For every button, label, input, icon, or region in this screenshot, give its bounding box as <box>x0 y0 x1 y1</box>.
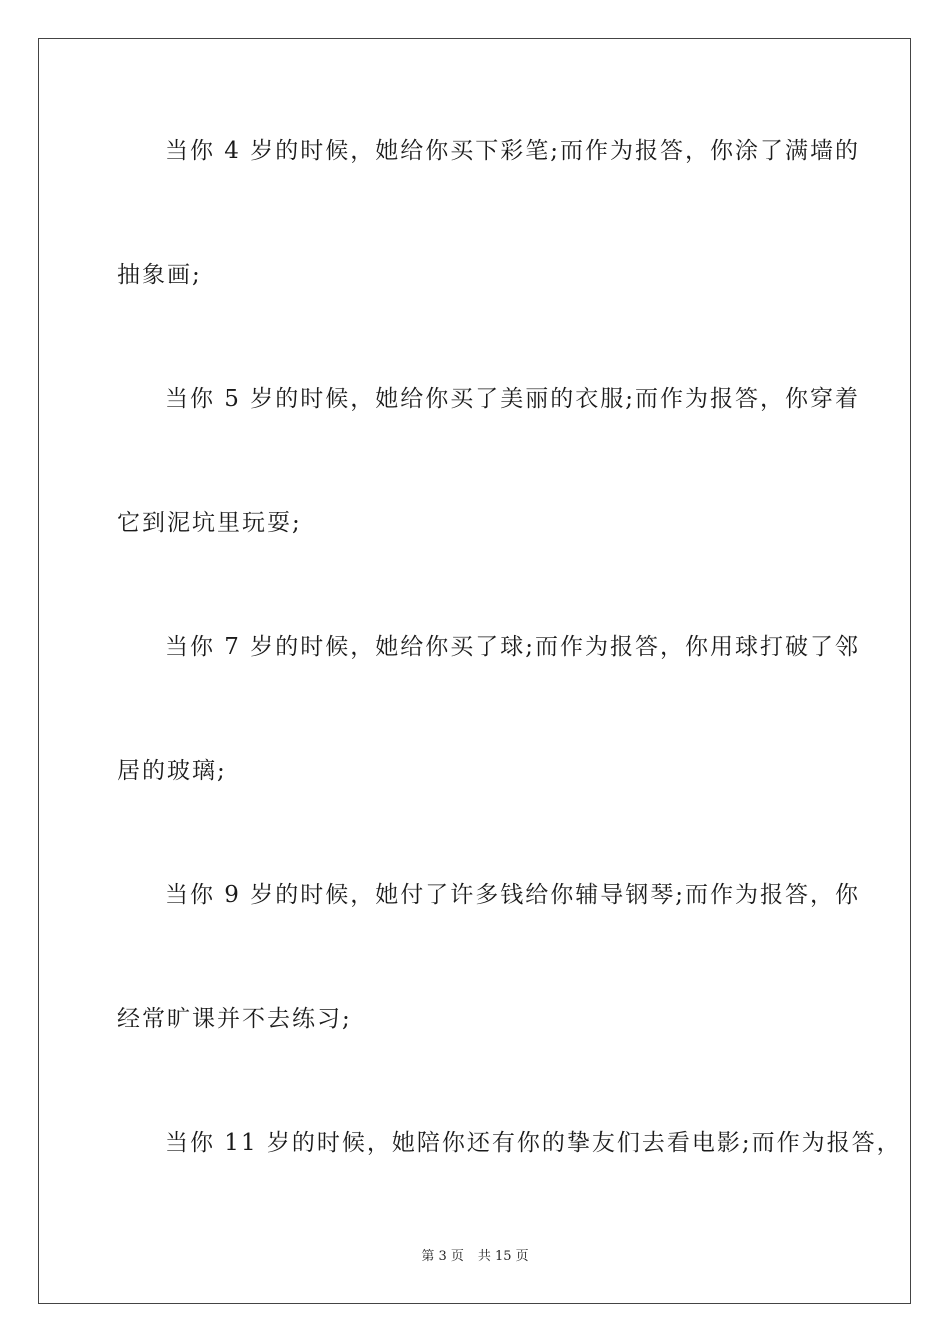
paragraph-line: 当你 9 岁的时候，她付了许多钱给你辅导钢琴;而作为报答，你 <box>165 882 861 908</box>
paragraph-line: 抽象画; <box>117 262 202 288</box>
page-footer <box>0 1248 950 1266</box>
paragraph-line: 经常旷课并不去练习; <box>117 1006 352 1032</box>
page-border <box>38 38 911 1304</box>
paragraph-line: 当你 7 岁的时候，她给你买了球;而作为报答，你用球打破了邻 <box>165 634 861 660</box>
page-number: 第 3 页 <box>421 1249 464 1264</box>
paragraph-line: 它到泥坑里玩耍; <box>117 510 302 536</box>
paragraph-line: 当你 4 岁的时候，她给你买下彩笔;而作为报答，你涂了满墙的 <box>165 138 861 164</box>
paragraph-line: 居的玻璃; <box>117 758 227 784</box>
paragraph-line: 当你 11 岁的时候，她陪你还有你的挚友们去看电影;而作为报答， <box>165 1130 902 1156</box>
page-total: 共 15 页 <box>477 1249 529 1264</box>
paragraph-line: 当你 5 岁的时候，她给你买了美丽的衣服;而作为报答，你穿着 <box>165 386 861 412</box>
